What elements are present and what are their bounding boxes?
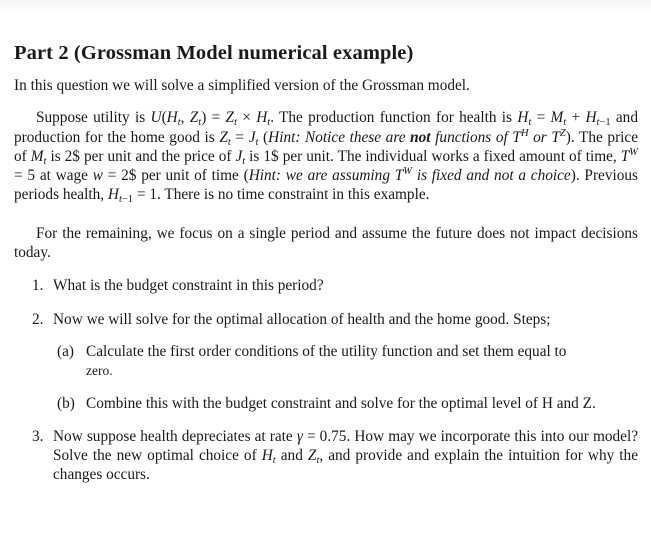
top-edge (0, 0, 651, 14)
question-number: 3. (32, 427, 44, 445)
scope-paragraph: For the remaining, we focus on a single period and assume the future does not impact decisions today. (14, 224, 638, 262)
question-text: Now suppose health depreciates at rate γ = 0.75. How may we incorporate this into our model? Solve the new optimal choice of $H_t$ and $Z_t$, and provide and explain the intuition for why the changes occurs. (53, 427, 639, 484)
question-number: 1. (32, 277, 44, 295)
section-heading: Part 2 (Grossman Model numerical example) (14, 42, 414, 64)
question-number: 2. (32, 310, 44, 328)
question-list (14, 276, 638, 484)
question-text: What is the budget constraint in this period? (53, 277, 324, 295)
intro-paragraph: In this question we will solve a simplified version of the Grossman model. (14, 77, 470, 94)
subquestion-number: (b) (57, 394, 75, 412)
subquestion-text: Calculate the first order conditions of the utility function and set them equal to (86, 342, 567, 360)
question-2 (14, 310, 638, 413)
setup-paragraph: Suppose utility is $U(H_t$, $Z_t) = Z_t \times H_t$. The production function for health is $H_t = M_t + H_{t-1}$ and production for the home good is $Z_t = J_t$ (Hint: Notice these are not functions of $T^H$ or $T^Z$). The price of $M_t$ is 2$ per unit and the price of $J_t$ is 1$ per unit. The individual works a fixed amount of time, $T^W = 5$ at wage w = 2$ per unit of time (Hint: we are assuming $T^W$ is fixed and not a choice). Previous periods health, $H_{t-1} = 1$. There is no time constraint in this example. (14, 109, 639, 206)
subquestion-number: (a) (57, 342, 74, 360)
subquestion-text: Combine this with the budget constraint and solve for the optimal level of H and Z. (86, 394, 596, 412)
document-page (14, 40, 638, 485)
question-text: Now we will solve for the optimal allocation of health and the home good. Steps; (53, 310, 551, 328)
subquestion-a (53, 342, 638, 381)
question-1 (14, 276, 638, 295)
subquestion-list (53, 342, 638, 413)
subquestion-text-continued: zero. (86, 363, 113, 379)
question-3 (14, 427, 638, 485)
subquestion-b (53, 394, 638, 413)
